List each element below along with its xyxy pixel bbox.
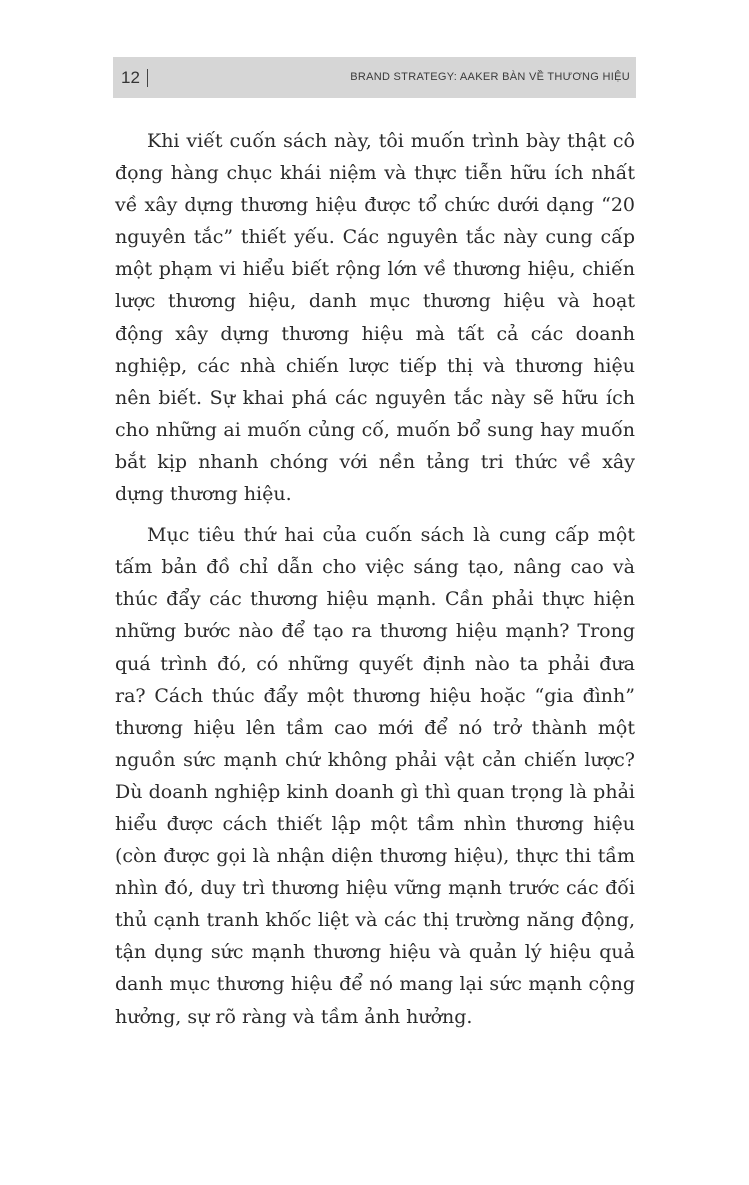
header-separator xyxy=(147,69,148,87)
paragraph: Khi viết cuốn sách này, tôi muốn trình bày thật cô đọng hàng chục khái niệm và thực tiễn hữu ích nhất về xây dựng thương hiệu được tổ chức dưới dạng “20 nguyên tắc” thiết yếu. Các nguyên tắc này cung cấp một phạm vi hiểu biết rộng lớn về thương hiệu, chiến lược thương hiệu, danh mục thương hiệu và hoạt động xây dựng thương hiệu mà tất cả các doanh nghiệp, các nhà chiến lược tiếp thị và thương hiệu nên biết. Sự khai phá các nguyên tắc này sẽ hữu ích cho những ai muốn củng cố, muốn bổ sung hay muốn bắt kịp nhanh chóng với nền tảng tri thức về xây dựng thương hiệu. xyxy=(115,130,635,506)
paragraph: Mục tiêu thứ hai của cuốn sách là cung cấp một tấm bản đồ chỉ dẫn cho việc sáng tạo, nâng cao và thúc đẩy các thương hiệu mạnh. Cần phải thực hiện những bước nào để tạo ra thương hiệu mạnh? Trong quá trình đó, có những quyết định nào ta phải đưa ra? Cách thúc đẩy một thương hiệu hoặc “gia đình” thương hiệu lên tầm cao mới để nó trở thành một nguồn sức mạnh chứ không phải vật cản chiến lược? Dù doanh nghiệp kinh doanh gì thì quan trọng là phải hiểu được cách thiết lập một tầm nhìn thương hiệu (còn được gọi là nhận diện thương hiệu), thực thi tầm nhìn đó, duy trì thương hiệu vững mạnh trước các đối thủ cạnh tranh khốc liệt và các thị trường năng động, tận dụng sức mạnh thương hiệu và quản lý hiệu quả danh mục thương hiệu để nó mang lại sức mạnh cộng hưởng, sự rõ ràng và tầm ảnh hưởng. xyxy=(115,524,635,1028)
running-title: BRAND STRATEGY: AAKER BÀN VỀ THƯƠNG HIỆU xyxy=(350,71,630,83)
page-number: 12 xyxy=(121,68,140,87)
body-text xyxy=(115,125,635,1033)
running-header xyxy=(113,57,636,98)
